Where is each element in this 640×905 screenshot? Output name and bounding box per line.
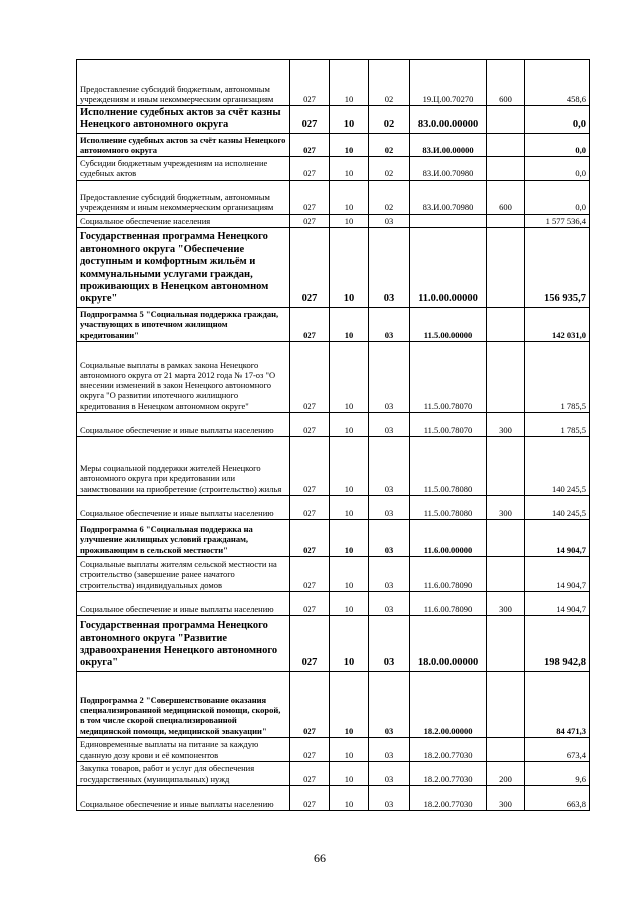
subsection-code: 03 — [369, 556, 410, 591]
budget-item-name: Социальное обеспечение и иные выплаты населению — [77, 412, 290, 436]
budget-item-name: Социальное обеспечение населения — [77, 214, 290, 227]
expense-type-code: 300 — [487, 591, 525, 615]
expense-type-code: 200 — [487, 761, 525, 785]
ved-code: 027 — [290, 495, 330, 519]
section-code: 10 — [330, 591, 369, 615]
table-row — [77, 307, 590, 341]
amount-value: 9,6 — [525, 761, 590, 785]
table-row — [77, 519, 590, 556]
subsection-code: 02 — [369, 133, 410, 156]
amount-value: 0,0 — [525, 133, 590, 156]
section-code: 10 — [330, 785, 369, 810]
target-article-code: 11.5.00.00000 — [410, 307, 487, 341]
subsection-code: 02 — [369, 180, 410, 214]
target-article-code: 83.И.00.70980 — [410, 157, 487, 180]
table-row — [77, 737, 590, 761]
amount-value: 663,8 — [525, 785, 590, 810]
amount-value: 142 031,0 — [525, 307, 590, 341]
ved-code: 027 — [290, 133, 330, 156]
amount-value: 458,6 — [525, 60, 590, 106]
budget-item-name: Социальные выплаты жителям сельской местности на строительство (завершение ранее начатого строительства) индивидуальных домов — [77, 556, 290, 591]
budget-table — [76, 59, 590, 811]
ved-code: 027 — [290, 556, 330, 591]
expense-type-code — [487, 157, 525, 180]
section-code: 10 — [330, 556, 369, 591]
expense-type-code: 300 — [487, 495, 525, 519]
subsection-code: 03 — [369, 761, 410, 785]
target-article-code: 18.2.00.77030 — [410, 761, 487, 785]
expense-type-code — [487, 737, 525, 761]
target-article-code: 18.0.00.00000 — [410, 615, 487, 671]
budget-item-name: Подпрограмма 2 "Совершенствование оказания специализированной медицинской помощи, скорой, в том числе скорой специализированной медицинской помощи, медицинской эвакуации" — [77, 671, 290, 737]
table-row — [77, 214, 590, 227]
budget-item-name: Единовременные выплаты на питание за каждую сданную дозу крови и её компонентов — [77, 737, 290, 761]
budget-item-name: Предоставление субсидий бюджетным, автономным учреждениям и иным некоммерческим организациям — [77, 60, 290, 106]
subsection-code: 02 — [369, 157, 410, 180]
section-code: 10 — [330, 157, 369, 180]
target-article-code: 83.0.00.00000 — [410, 106, 487, 134]
subsection-code: 03 — [369, 737, 410, 761]
section-code: 10 — [330, 341, 369, 412]
section-code: 10 — [330, 615, 369, 671]
expense-type-code — [487, 556, 525, 591]
expense-type-code — [487, 671, 525, 737]
ved-code: 027 — [290, 436, 330, 495]
amount-value: 14 904,7 — [525, 591, 590, 615]
budget-item-name: Исполнение судебных актов за счёт казны Ненецкого автономного округа — [77, 106, 290, 134]
amount-value: 198 942,8 — [525, 615, 590, 671]
subsection-code: 03 — [369, 671, 410, 737]
expense-type-code — [487, 436, 525, 495]
ved-code: 027 — [290, 157, 330, 180]
expense-type-code — [487, 307, 525, 341]
expense-type-code — [487, 214, 525, 227]
subsection-code: 03 — [369, 214, 410, 227]
expense-type-code: 600 — [487, 180, 525, 214]
target-article-code — [410, 214, 487, 227]
subsection-code: 03 — [369, 615, 410, 671]
ved-code: 027 — [290, 214, 330, 227]
target-article-code: 11.5.00.78080 — [410, 436, 487, 495]
expense-type-code — [487, 519, 525, 556]
page-number: 66 — [314, 851, 326, 865]
ved-code: 027 — [290, 615, 330, 671]
amount-value: 156 935,7 — [525, 227, 590, 307]
budget-item-name: Подпрограмма 5 "Социальная поддержка граждан, участвующих в ипотечном жилищном кредитовании" — [77, 307, 290, 341]
section-code: 10 — [330, 436, 369, 495]
table-row — [77, 671, 590, 737]
budget-item-name: Социальное обеспечение и иные выплаты населению — [77, 495, 290, 519]
table-row — [77, 157, 590, 180]
section-code: 10 — [330, 495, 369, 519]
budget-item-name: Социальное обеспечение и иные выплаты населению — [77, 591, 290, 615]
amount-value: 1 577 536,4 — [525, 214, 590, 227]
amount-value: 14 904,7 — [525, 519, 590, 556]
target-article-code: 18.2.00.77030 — [410, 785, 487, 810]
subsection-code: 03 — [369, 412, 410, 436]
amount-value: 84 471,3 — [525, 671, 590, 737]
subsection-code: 03 — [369, 785, 410, 810]
target-article-code: 11.6.00.78090 — [410, 556, 487, 591]
budget-item-name: Социальное обеспечение и иные выплаты населению — [77, 785, 290, 810]
section-code: 10 — [330, 227, 369, 307]
table-row — [77, 412, 590, 436]
expense-type-code — [487, 106, 525, 134]
ved-code: 027 — [290, 227, 330, 307]
target-article-code: 11.5.00.78070 — [410, 341, 487, 412]
target-article-code: 83.И.00.00000 — [410, 133, 487, 156]
budget-item-name: Исполнение судебных актов за счёт казны Ненецкого автономного округа — [77, 133, 290, 156]
amount-value: 0,0 — [525, 157, 590, 180]
budget-item-name: Субсидии бюджетным учреждениям на исполнение судебных актов — [77, 157, 290, 180]
amount-value: 1 785,5 — [525, 341, 590, 412]
subsection-code: 03 — [369, 436, 410, 495]
table-row — [77, 761, 590, 785]
budget-item-name: Государственная программа Ненецкого автономного округа "Развитие здравоохранения Ненецкого автономного округа" — [77, 615, 290, 671]
table-row — [77, 341, 590, 412]
table-row — [77, 615, 590, 671]
amount-value: 1 785,5 — [525, 412, 590, 436]
table-row — [77, 106, 590, 134]
target-article-code: 11.6.00.78090 — [410, 591, 487, 615]
ved-code: 027 — [290, 180, 330, 214]
expense-type-code — [487, 133, 525, 156]
ved-code: 027 — [290, 106, 330, 134]
expense-type-code — [487, 227, 525, 307]
expense-type-code — [487, 341, 525, 412]
section-code: 10 — [330, 214, 369, 227]
subsection-code: 03 — [369, 591, 410, 615]
amount-value: 0,0 — [525, 180, 590, 214]
table-row — [77, 180, 590, 214]
target-article-code: 11.5.00.78070 — [410, 412, 487, 436]
ved-code: 027 — [290, 341, 330, 412]
section-code: 10 — [330, 412, 369, 436]
table-body — [77, 60, 590, 811]
table-row — [77, 227, 590, 307]
ved-code: 027 — [290, 785, 330, 810]
section-code: 10 — [330, 307, 369, 341]
section-code: 10 — [330, 761, 369, 785]
table-row — [77, 591, 590, 615]
amount-value: 673,4 — [525, 737, 590, 761]
budget-item-name: Социальные выплаты в рамках закона Ненецкого автономного округа от 21 марта 2012 года № 17-оз "О внесении изменений в закон Ненецкого автономного округа "О развитии ипотечного жилищного кредитования в Ненецком автономном округе" — [77, 341, 290, 412]
ved-code: 027 — [290, 591, 330, 615]
subsection-code: 03 — [369, 341, 410, 412]
target-article-code: 11.0.00.00000 — [410, 227, 487, 307]
expense-type-code — [487, 615, 525, 671]
budget-item-name: Предоставление субсидий бюджетным, автономным учреждениям и иным некоммерческим организациям — [77, 180, 290, 214]
budget-item-name: Государственная программа Ненецкого автономного округа "Обеспечение доступным и комфортным жильём и коммунальными услугами граждан, проживающих в Ненецком автономном округе" — [77, 227, 290, 307]
budget-item-name: Закупка товаров, работ и услуг для обеспечения государственных (муниципальных) нужд — [77, 761, 290, 785]
target-article-code: 11.5.00.78080 — [410, 495, 487, 519]
amount-value: 14 904,7 — [525, 556, 590, 591]
section-code: 10 — [330, 671, 369, 737]
table-row — [77, 785, 590, 810]
table-row — [77, 133, 590, 156]
section-code: 10 — [330, 60, 369, 106]
budget-item-name: Меры социальной поддержки жителей Ненецкого автономного округа при кредитовании или заимствовании на приобретение (строительство) жилья — [77, 436, 290, 495]
amount-value: 140 245,5 — [525, 436, 590, 495]
section-code: 10 — [330, 180, 369, 214]
budget-item-name: Подпрограмма 6 "Социальная поддержка на улучшение жилищных условий гражданам, проживающим в сельской местности" — [77, 519, 290, 556]
ved-code: 027 — [290, 412, 330, 436]
ved-code: 027 — [290, 737, 330, 761]
expense-type-code: 300 — [487, 785, 525, 810]
section-code: 10 — [330, 737, 369, 761]
table-row — [77, 60, 590, 106]
subsection-code: 02 — [369, 60, 410, 106]
subsection-code: 02 — [369, 106, 410, 134]
target-article-code: 11.6.00.00000 — [410, 519, 487, 556]
table-row — [77, 556, 590, 591]
target-article-code: 18.2.00.77030 — [410, 737, 487, 761]
ved-code: 027 — [290, 307, 330, 341]
subsection-code: 03 — [369, 227, 410, 307]
ved-code: 027 — [290, 60, 330, 106]
table-row — [77, 436, 590, 495]
ved-code: 027 — [290, 519, 330, 556]
amount-value: 0,0 — [525, 106, 590, 134]
expense-type-code: 600 — [487, 60, 525, 106]
target-article-code: 18.2.00.00000 — [410, 671, 487, 737]
subsection-code: 03 — [369, 307, 410, 341]
section-code: 10 — [330, 106, 369, 134]
amount-value: 140 245,5 — [525, 495, 590, 519]
target-article-code: 83.И.00.70980 — [410, 180, 487, 214]
subsection-code: 03 — [369, 519, 410, 556]
section-code: 10 — [330, 133, 369, 156]
expense-type-code: 300 — [487, 412, 525, 436]
table-row — [77, 495, 590, 519]
target-article-code: 19.Ц.00.70270 — [410, 60, 487, 106]
ved-code: 027 — [290, 761, 330, 785]
ved-code: 027 — [290, 671, 330, 737]
section-code: 10 — [330, 519, 369, 556]
subsection-code: 03 — [369, 495, 410, 519]
